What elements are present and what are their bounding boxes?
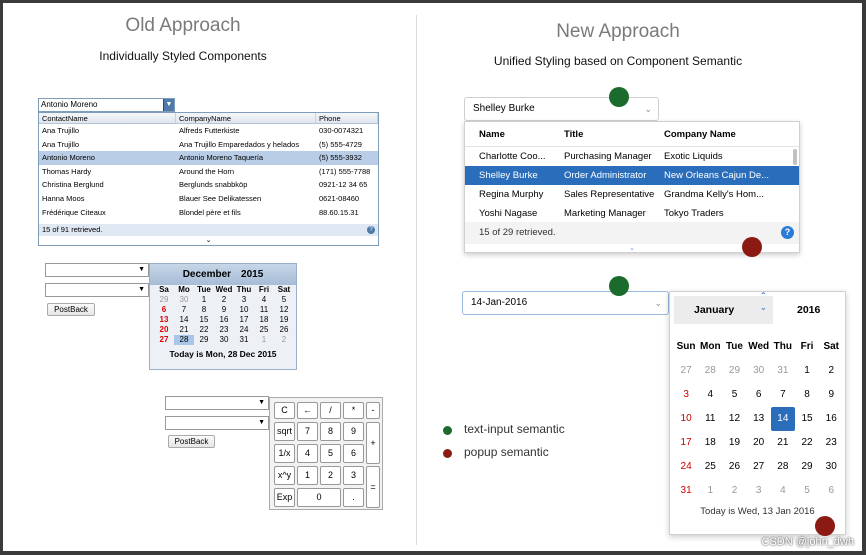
new-approach-heading: New Approach <box>556 21 680 42</box>
table-row[interactable] <box>39 192 378 206</box>
weekday-label: Sa <box>159 285 169 294</box>
calendar-day[interactable]: 30 <box>753 365 765 376</box>
table-row[interactable] <box>39 165 378 179</box>
legend-popup: popup semantic <box>464 445 549 459</box>
watermark: CSDN @john_dwh <box>761 536 854 548</box>
calendar-day[interactable]: 20 <box>159 325 169 334</box>
table-row[interactable] <box>39 124 378 138</box>
table-cell: Frédérique Citeaux <box>42 207 106 217</box>
dropdown-arrow-icon: ▼ <box>138 266 145 273</box>
table-cell: Hanna Moos <box>42 193 85 203</box>
calculator-key[interactable]: 1/x <box>274 444 295 463</box>
calculator-key[interactable]: 9 <box>343 422 364 441</box>
table-cell: Berglunds snabbköp <box>179 180 248 190</box>
chevron-down-icon[interactable]: ⌄ <box>205 237 212 244</box>
old-calendar-grid <box>150 285 296 345</box>
weekday-label: Thu <box>236 285 252 294</box>
calendar-day[interactable]: 6 <box>161 305 167 314</box>
calendar-day[interactable]: 16 <box>825 413 837 424</box>
table-cell: Around the Horn <box>179 166 235 176</box>
dropdown-arrow-icon: ▼ <box>258 399 265 406</box>
calculator-key[interactable]: C <box>274 402 295 419</box>
old-calendar-today[interactable]: Today is Mon, 28 Dec 2015 <box>169 349 277 359</box>
help-icon[interactable]: ? <box>781 226 794 239</box>
divider <box>416 15 417 545</box>
old-approach-heading: Old Approach <box>125 15 241 36</box>
table-cell: Grandma Kelly's Hom... <box>664 189 765 200</box>
table-cell: Ana Trujillo <box>42 126 80 135</box>
calculator-key[interactable]: 2 <box>320 466 341 485</box>
table-cell: (5) 555-4729 <box>319 139 362 149</box>
postback-button[interactable]: PostBack <box>47 303 95 316</box>
calendar-day[interactable]: 8 <box>201 305 207 314</box>
table-row[interactable] <box>39 206 378 220</box>
table-row[interactable] <box>465 185 799 204</box>
table-cell: (171) 555-7788 <box>319 166 371 176</box>
calendar-day[interactable]: 1 <box>201 295 207 304</box>
month-spinner-icon[interactable]: ⌃ ⌄ <box>760 291 767 312</box>
calendar-day[interactable]: 17 <box>239 315 249 324</box>
legend-dot-text-input <box>443 426 452 435</box>
calendar-day[interactable]: 29 <box>801 461 813 472</box>
calendar-day[interactable]: 13 <box>159 315 169 324</box>
calendar-day[interactable]: 13 <box>753 413 765 424</box>
calendar-day[interactable]: 4 <box>780 485 786 496</box>
date-input[interactable] <box>462 291 669 315</box>
table-cell: Antonio Moreno Taquería <box>179 153 264 163</box>
calendar-day[interactable]: 28 <box>704 365 716 376</box>
weekday-label: Sat <box>823 341 839 352</box>
calendar-day[interactable]: 15 <box>199 315 209 324</box>
column-header[interactable]: CompanyName <box>176 113 316 123</box>
calendar-day[interactable]: 1 <box>707 485 714 496</box>
old-combo-value: Antonio Moreno <box>41 100 98 109</box>
calculator-key[interactable]: ← <box>297 402 318 419</box>
calendar-day[interactable]: 2 <box>281 335 287 344</box>
calendar-day[interactable]: 22 <box>199 325 209 334</box>
calendar-day[interactable]: 2 <box>828 365 834 376</box>
calendar-day[interactable]: 3 <box>241 295 247 304</box>
new-grid-rows <box>465 147 799 223</box>
calendar-month[interactable] <box>674 291 773 324</box>
calculator-key[interactable]: 5 <box>320 444 341 463</box>
calculator-key[interactable]: . <box>343 488 364 507</box>
column-header[interactable]: Title <box>564 129 584 140</box>
calendar-day[interactable]: 30 <box>219 335 229 344</box>
weekday-label: Thu <box>773 341 792 352</box>
calendar-day[interactable]: 5 <box>804 485 810 496</box>
old-dropdown-4[interactable] <box>165 416 269 430</box>
calendar-day[interactable]: 26 <box>728 461 741 472</box>
calendar-day[interactable]: 16 <box>219 315 229 324</box>
calendar-day[interactable]: 15 <box>801 413 813 424</box>
calendar-day[interactable]: 11 <box>705 413 716 424</box>
calendar-day[interactable]: 1 <box>261 335 267 344</box>
calendar-day[interactable]: 2 <box>221 295 227 304</box>
calendar-month-label: January <box>694 304 735 316</box>
old-combo-dropdown-button[interactable]: ▼ <box>163 99 174 111</box>
old-combo-grid <box>38 112 379 246</box>
table-cell: Purchasing Manager <box>564 151 652 162</box>
calendar-day[interactable]: 6 <box>828 485 834 496</box>
calendar-day[interactable]: 17 <box>680 437 692 448</box>
legend-text-input: text-input semantic <box>464 422 565 436</box>
table-cell: Christina Berglund <box>42 180 104 190</box>
date-value: 14-Jan-2016 <box>471 297 528 308</box>
weekday-label: Sat <box>277 285 291 294</box>
calculator-key[interactable]: sqrt <box>274 422 295 441</box>
old-calendar <box>149 263 297 370</box>
calendar-day[interactable]: 20 <box>753 437 765 448</box>
weekday-label: Tue <box>197 285 211 294</box>
calendar-day[interactable]: 9 <box>221 305 227 314</box>
calendar-day[interactable]: 14 <box>179 315 189 324</box>
calendar-day[interactable]: 12 <box>728 413 741 424</box>
calendar-day[interactable]: 25 <box>259 325 269 334</box>
calendar-day[interactable]: 21 <box>179 325 189 334</box>
calculator-key[interactable]: = <box>366 466 380 508</box>
calendar-day[interactable]: 7 <box>780 389 786 400</box>
calendar-day[interactable]: 18 <box>704 437 716 448</box>
calculator-key[interactable]: 1 <box>297 466 318 485</box>
calculator-key[interactable]: - <box>366 402 380 419</box>
calendar-day[interactable]: 1 <box>804 365 810 376</box>
postback-button-2[interactable]: PostBack <box>168 435 215 448</box>
table-cell: Thomas Hardy <box>42 166 92 176</box>
table-cell: Sales Representative <box>564 189 655 200</box>
calendar-today[interactable]: Today is Wed, 13 Jan 2016 <box>700 506 815 517</box>
chevron-down-icon[interactable]: ⌄ <box>644 104 652 114</box>
calendar-day[interactable]: 11 <box>259 305 269 314</box>
calendar-day[interactable]: 19 <box>728 437 741 448</box>
table-cell: Shelley Burke <box>479 170 538 181</box>
old-combo-input[interactable] <box>38 98 175 112</box>
old-grid-rows <box>39 124 378 219</box>
old-grid-footer <box>39 224 378 236</box>
text-input-marker <box>609 87 629 107</box>
table-cell: (5) 555-3932 <box>319 153 362 163</box>
new-calendar <box>669 291 846 535</box>
calculator-key[interactable]: 7 <box>297 422 318 441</box>
table-cell: Order Administrator <box>564 170 647 181</box>
calendar-day[interactable]: 2 <box>731 485 738 496</box>
column-header[interactable]: ContactName <box>39 113 176 123</box>
calendar-day[interactable]: 14 <box>771 407 795 431</box>
calendar-day[interactable]: 26 <box>279 325 289 334</box>
calendar-day[interactable]: 8 <box>804 389 810 400</box>
calendar-day[interactable]: 24 <box>239 325 249 334</box>
popup-marker <box>742 237 762 257</box>
weekday-label: Sun <box>676 341 696 352</box>
table-cell: 030-0074321 <box>319 126 364 135</box>
new-approach-subheading: Unified Styling based on Component Semantic <box>493 54 743 68</box>
calendar-day[interactable]: 4 <box>261 295 267 304</box>
calculator-key[interactable]: 4 <box>297 444 318 463</box>
legend-dot-popup <box>443 449 452 458</box>
comparison-canvas <box>3 3 862 551</box>
new-combo-input[interactable] <box>464 97 659 121</box>
calendar-day[interactable]: 6 <box>755 389 762 400</box>
calculator-key[interactable]: Exp <box>274 488 295 507</box>
calculator-key[interactable]: x^y <box>274 466 295 485</box>
table-cell: Charlotte Coo... <box>479 151 546 162</box>
table-cell: Alfreds Futterkiste <box>179 126 240 135</box>
calculator-key[interactable]: 3 <box>343 466 364 485</box>
old-dropdown-1[interactable] <box>45 263 149 277</box>
table-cell: Tokyo Traders <box>664 208 724 219</box>
calculator-key[interactable]: / <box>320 402 341 419</box>
old-calendar-year[interactable]: 2015 <box>241 269 264 280</box>
weekday-label: Fri <box>258 285 270 294</box>
calendar-year[interactable]: 2016 <box>797 304 821 316</box>
calendar-day[interactable]: 30 <box>179 295 189 304</box>
dropdown-arrow-icon: ▼ <box>138 286 145 293</box>
calendar-day[interactable]: 27 <box>680 365 692 376</box>
table-row[interactable] <box>465 166 799 185</box>
calendar-day[interactable]: 4 <box>707 389 714 400</box>
calculator-key[interactable]: 0 <box>297 488 341 507</box>
calendar-day[interactable]: 30 <box>825 461 837 472</box>
calendar-day[interactable]: 10 <box>239 305 249 314</box>
old-approach-subheading: Individually Styled Components <box>99 49 267 63</box>
calendar-day[interactable]: 12 <box>279 305 289 314</box>
table-row[interactable] <box>465 204 799 223</box>
new-grid-status: 15 of 29 retrieved. <box>465 222 799 244</box>
old-dropdown-2[interactable] <box>45 283 149 297</box>
table-cell: Ana Trujillo <box>42 139 80 149</box>
table-cell: Blondel père et fils <box>179 207 241 217</box>
calendar-day[interactable]: 28 <box>174 335 194 345</box>
table-cell: 0921-12 34 65 <box>319 180 368 190</box>
table-cell: 0621-08460 <box>319 193 360 203</box>
table-cell: Antonio Moreno <box>42 153 95 163</box>
column-header[interactable]: Company Name <box>664 129 736 140</box>
calculator-key[interactable]: * <box>343 402 364 419</box>
old-calendar-header <box>150 264 296 285</box>
calendar-day[interactable]: 29 <box>199 335 209 344</box>
old-grid-status: 15 of 91 retrieved. <box>42 225 103 234</box>
calendar-day[interactable]: 22 <box>801 437 813 448</box>
table-row[interactable] <box>465 147 799 166</box>
text-input-marker-2 <box>609 276 629 296</box>
calendar-day[interactable]: 7 <box>181 305 187 314</box>
table-cell: New Orleans Cajun De... <box>664 170 770 181</box>
chevron-down-icon[interactable]: ⌄ <box>629 245 635 252</box>
calendar-day[interactable]: 28 <box>777 461 789 472</box>
old-grid-header <box>39 113 378 124</box>
weekday-label: Wed <box>748 341 770 352</box>
calendar-day[interactable]: 3 <box>755 485 762 496</box>
calendar-day[interactable]: 23 <box>219 325 229 334</box>
weekday-label: Tue <box>725 341 743 352</box>
calculator-key[interactable]: + <box>366 422 380 464</box>
help-icon[interactable]: ? <box>367 226 375 234</box>
calendar-day[interactable]: 24 <box>680 461 692 472</box>
table-cell: Yoshi Nagase <box>479 208 538 219</box>
chevron-down-icon[interactable]: ⌄ <box>654 298 662 308</box>
weekday-label: Mo <box>178 285 190 294</box>
calendar-day[interactable]: 3 <box>683 389 689 400</box>
calendar-day[interactable]: 5 <box>281 295 287 304</box>
calendar-day[interactable]: 31 <box>239 335 249 344</box>
new-combo-grid <box>464 121 800 253</box>
scrollbar[interactable] <box>793 149 797 165</box>
table-cell: Blauer See Delikatessen <box>179 193 262 203</box>
calculator-key[interactable]: 6 <box>343 444 364 463</box>
calendar-day[interactable]: 27 <box>753 461 765 472</box>
column-header[interactable]: Phone <box>316 113 378 123</box>
new-combo-value: Shelley Burke <box>473 103 535 114</box>
calendar-day[interactable]: 23 <box>825 437 837 448</box>
calendar-day[interactable]: 31 <box>680 485 692 496</box>
column-header[interactable]: Name <box>479 129 505 140</box>
calendar-day[interactable]: 29 <box>159 295 169 304</box>
table-row[interactable] <box>39 178 378 192</box>
table-cell: Marketing Manager <box>564 208 646 219</box>
old-calculator <box>269 397 383 510</box>
old-calendar-month[interactable]: December <box>182 269 232 280</box>
calendar-day[interactable]: 21 <box>777 437 789 448</box>
calendar-grid <box>674 335 843 503</box>
calendar-day[interactable]: 5 <box>731 389 738 400</box>
table-cell: Exotic Liquids <box>664 151 723 162</box>
table-row[interactable] <box>39 151 378 165</box>
weekday-label: Fri <box>800 341 814 352</box>
calendar-day[interactable]: 9 <box>828 389 834 400</box>
table-cell: Regina Murphy <box>479 189 544 200</box>
table-cell: Ana Trujillo Emparedados y helados <box>179 139 300 149</box>
calendar-day[interactable]: 29 <box>728 365 741 376</box>
calendar-day[interactable]: 27 <box>159 335 169 344</box>
popup-marker-2 <box>815 516 835 536</box>
weekday-label: Wed <box>215 285 233 294</box>
calendar-day[interactable]: 25 <box>704 461 716 472</box>
calendar-day[interactable]: 18 <box>259 315 269 324</box>
new-grid-header <box>465 122 799 147</box>
table-row[interactable] <box>39 138 378 152</box>
table-cell: 88.60.15.31 <box>319 207 359 217</box>
calculator-key[interactable]: 8 <box>320 422 341 441</box>
calendar-day[interactable]: 10 <box>680 413 692 424</box>
old-dropdown-3[interactable] <box>165 396 269 410</box>
dropdown-arrow-icon: ▼ <box>258 419 265 426</box>
weekday-label: Mon <box>700 341 721 352</box>
calendar-day[interactable]: 31 <box>777 365 789 376</box>
calendar-day[interactable]: 19 <box>279 315 289 324</box>
